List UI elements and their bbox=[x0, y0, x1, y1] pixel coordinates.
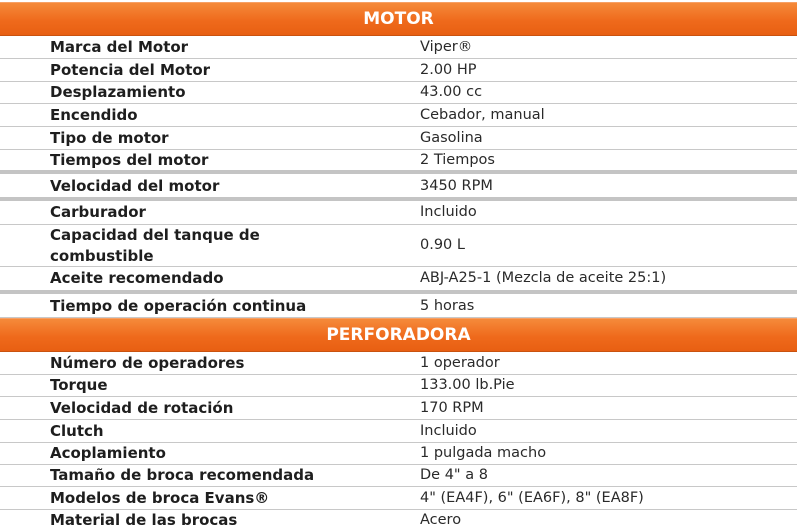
spec-label: Marca del Motor bbox=[50, 38, 189, 56]
spec-value: Gasolina bbox=[420, 130, 483, 146]
spec-value: 170 RPM bbox=[420, 400, 484, 416]
spec-label: Aceite recomendado bbox=[50, 269, 224, 287]
spec-value: 1 pulgada macho bbox=[420, 445, 547, 461]
spec-row-tamano-broca bbox=[0, 465, 797, 487]
spec-value: 2 Tiempos bbox=[420, 152, 495, 168]
spec-value: 4" (EA4F), 6" (EA6F), 8" (EA8F) bbox=[420, 490, 644, 506]
spec-label: Tiempo de operación continua bbox=[50, 297, 307, 315]
spec-value: 133.00 lb.Pie bbox=[420, 377, 515, 393]
spec-row-tiempos bbox=[0, 150, 797, 174]
spec-value: 2.00 HP bbox=[420, 62, 477, 78]
spec-label: Modelos de broca Evans® bbox=[50, 489, 270, 507]
spec-label: Clutch bbox=[50, 422, 104, 440]
spec-label: Velocidad de rotación bbox=[50, 399, 234, 417]
spec-value: Viper® bbox=[420, 39, 473, 55]
motor-section-title: MOTOR bbox=[363, 9, 434, 29]
spec-value: 43.00 cc bbox=[420, 84, 483, 100]
spec-row-desplazamiento bbox=[0, 82, 797, 104]
spec-row-carburador bbox=[0, 201, 797, 225]
spec-label: Material de las brocas bbox=[50, 511, 238, 529]
spec-row-marca-motor bbox=[0, 36, 797, 59]
spec-row-acoplamiento bbox=[0, 443, 797, 465]
spec-value: 0.90 L bbox=[420, 237, 465, 253]
spec-label: Velocidad del motor bbox=[50, 177, 220, 195]
spec-row-tiempo-operacion bbox=[0, 294, 797, 318]
spec-row-velocidad-rotacion bbox=[0, 397, 797, 420]
spec-label: Número de operadores bbox=[50, 354, 245, 372]
spec-label: Acoplamiento bbox=[50, 444, 166, 462]
spec-label: Tiempos del motor bbox=[50, 151, 209, 169]
spec-label: Desplazamiento bbox=[50, 83, 186, 101]
spec-row-modelos-broca bbox=[0, 487, 797, 510]
spec-row-encendido bbox=[0, 104, 797, 127]
spec-label: Tamaño de broca recomendada bbox=[50, 466, 315, 484]
spec-label: Encendido bbox=[50, 106, 138, 124]
motor-section-header bbox=[0, 2, 797, 36]
spec-value: Incluido bbox=[420, 423, 477, 439]
spec-label: Carburador bbox=[50, 203, 146, 221]
spec-value: Cebador, manual bbox=[420, 107, 545, 123]
spec-row-operadores bbox=[0, 352, 797, 375]
spec-row-velocidad-motor bbox=[0, 174, 797, 201]
spec-row-material-brocas bbox=[0, 510, 797, 529]
spec-row-potencia bbox=[0, 59, 797, 82]
spec-label: Torque bbox=[50, 376, 108, 394]
perforadora-section-title: PERFORADORA bbox=[326, 325, 471, 345]
spec-row-torque bbox=[0, 375, 797, 397]
spec-label: Potencia del Motor bbox=[50, 61, 211, 79]
spec-value: Acero bbox=[420, 512, 462, 528]
spec-label: Tipo de motor bbox=[50, 129, 169, 147]
spec-value: ABJ-A25-1 (Mezcla de aceite 25:1) bbox=[420, 270, 667, 286]
spec-label: Capacidad del tanque de combustible bbox=[50, 226, 260, 265]
spec-row-capacidad-tanque bbox=[0, 225, 797, 267]
spec-value: 1 operador bbox=[420, 355, 500, 371]
spec-value: 5 horas bbox=[420, 298, 475, 314]
spec-row-aceite bbox=[0, 267, 797, 294]
spec-row-tipo-motor bbox=[0, 127, 797, 150]
spec-value: 3450 RPM bbox=[420, 178, 493, 194]
spec-row-clutch bbox=[0, 420, 797, 443]
spec-value: Incluido bbox=[420, 204, 477, 220]
perforadora-section-header bbox=[0, 318, 797, 352]
spec-value: De 4" a 8 bbox=[420, 467, 488, 483]
